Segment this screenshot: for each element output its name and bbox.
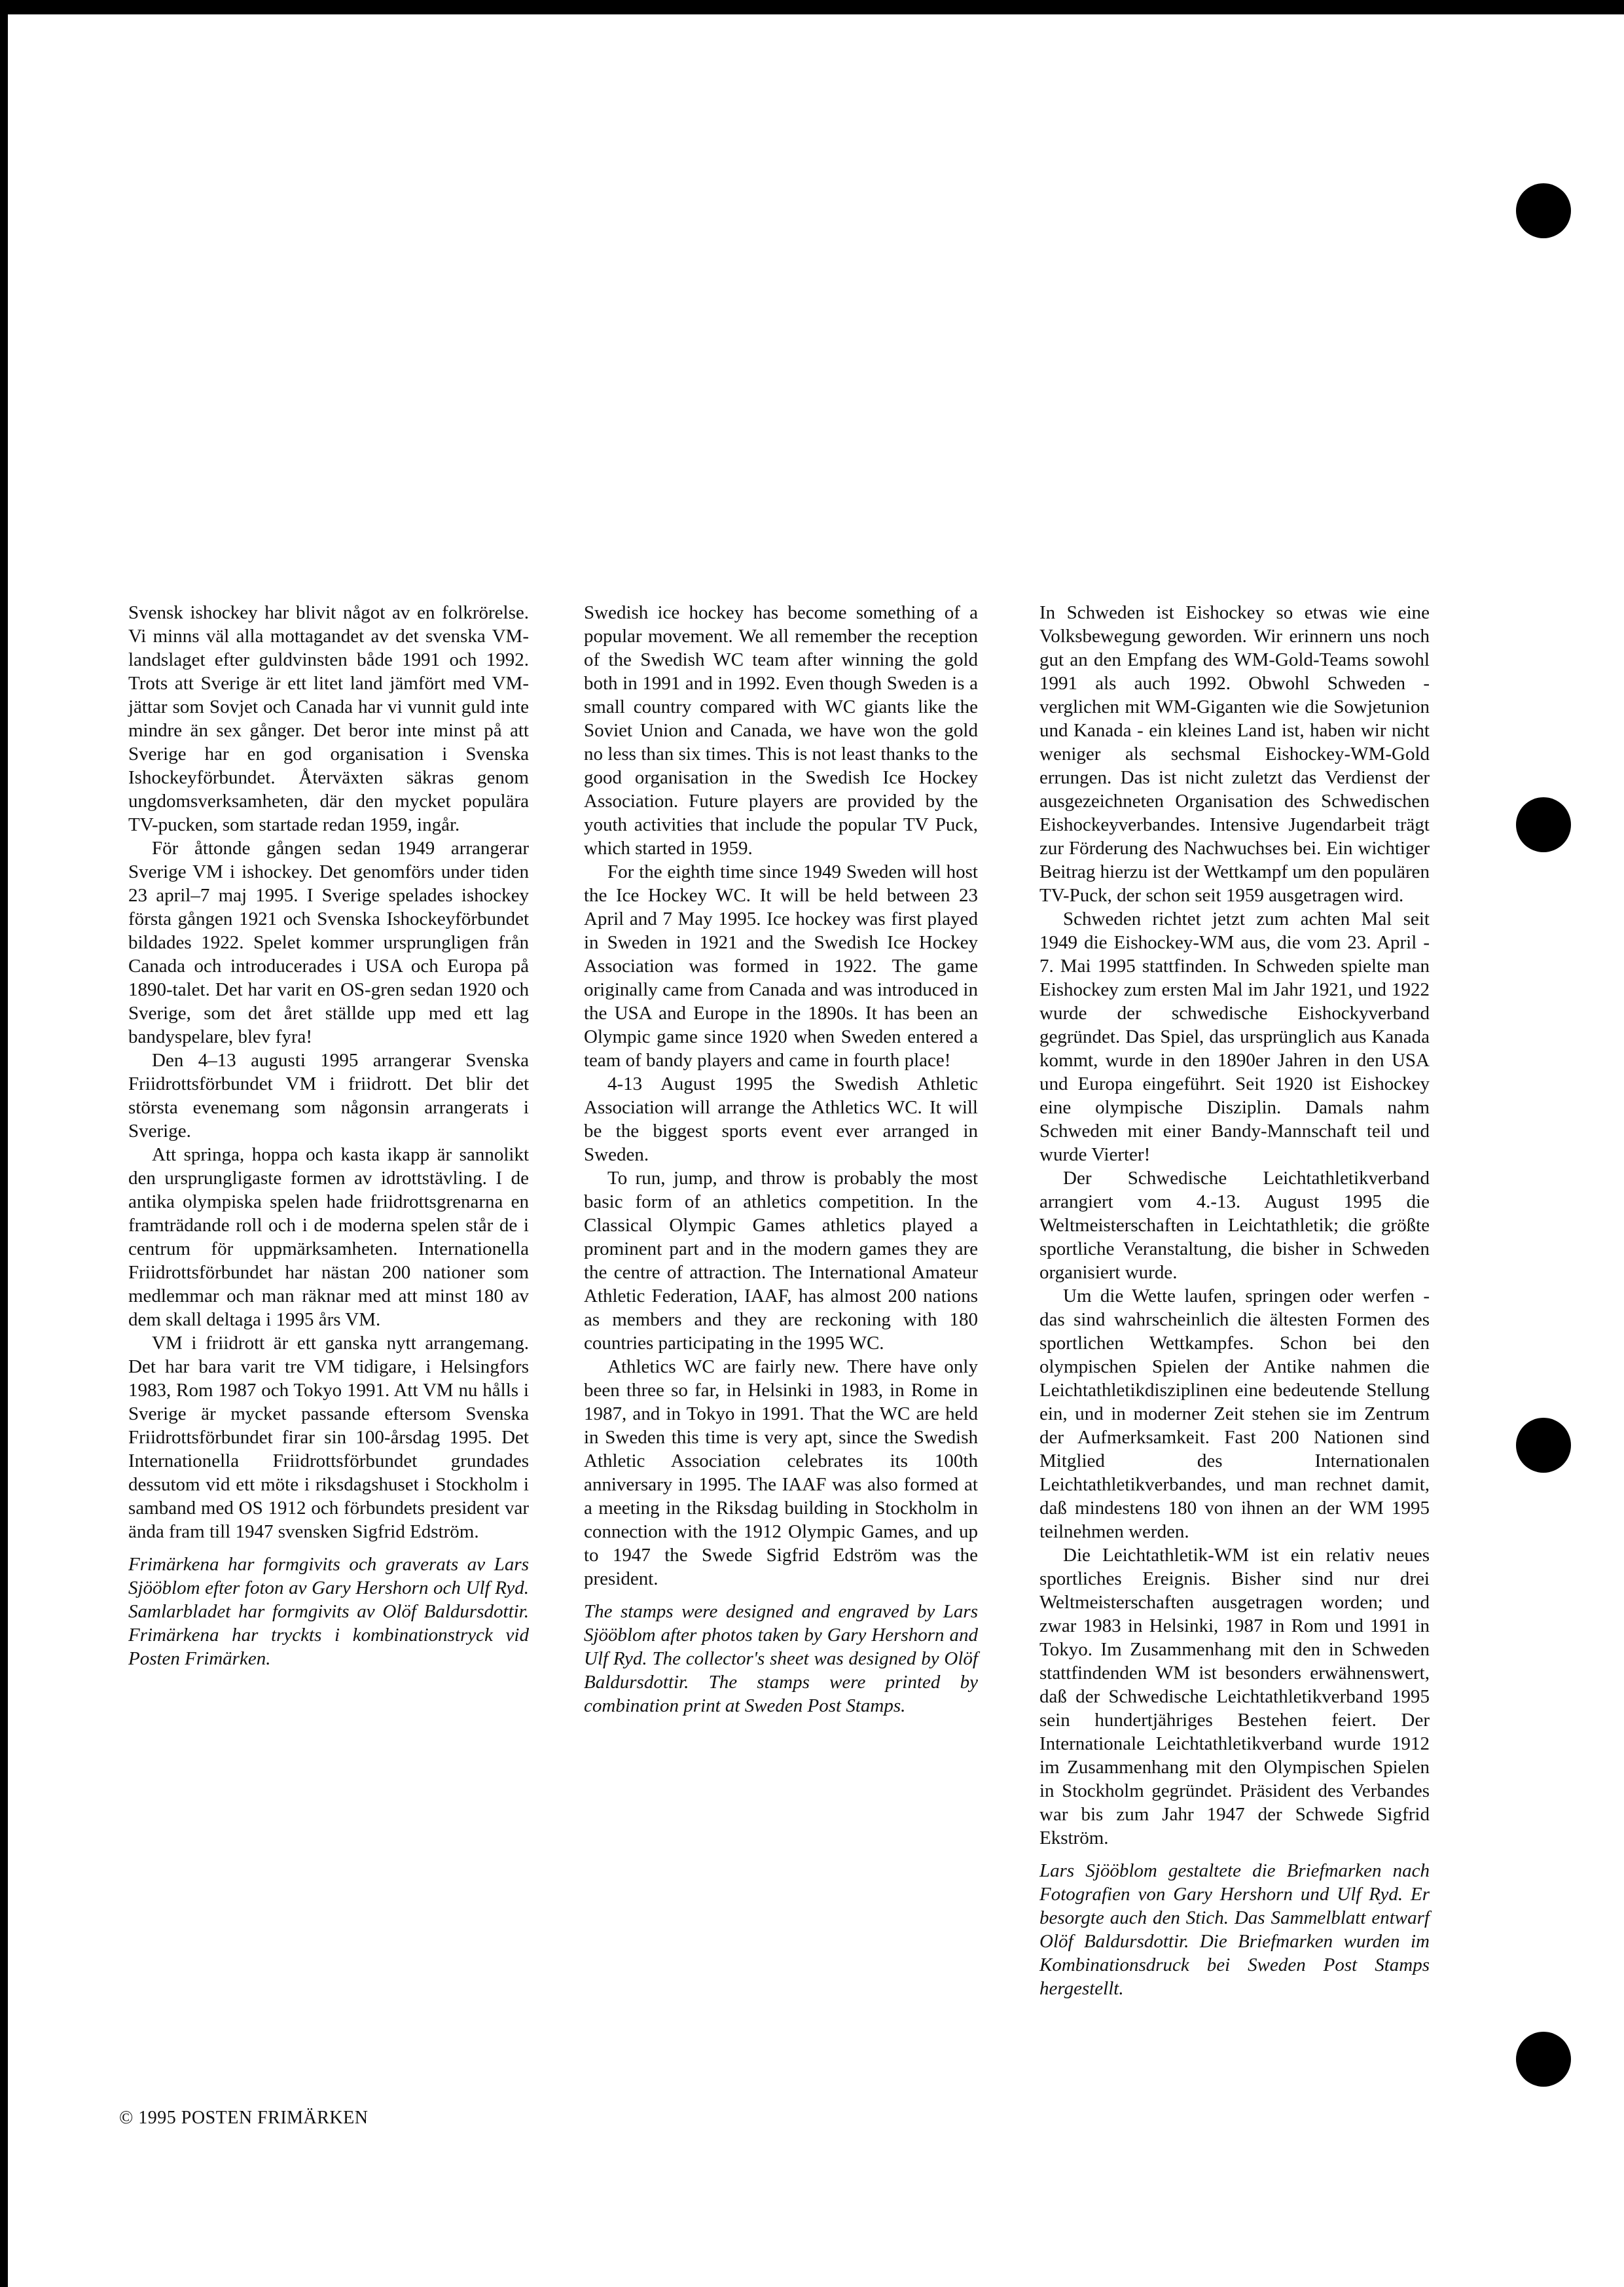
punch-hole [1516, 183, 1571, 238]
punch-hole [1516, 1418, 1571, 1473]
english-text-column [584, 601, 978, 1718]
swedish-paragraph: Svensk ishockey har blivit något av en folkrörelse. Vi minns väl alla mottagandet av det svenska VM-landslaget efter guldvinsten både 1991 och 1992. Trots att Sverige är ett litet land jämfört med VM-jättar som Sovjet och Canada har vi vunnit guld inte mindre än sex gånger. Det beror inte minst på att Sverige har en god organisation i Svenska Ishockeyförbundet. Återväxten säkras genom ungdomsverksamheten, där den mycket populära TV-pucken, som startade redan 1959, ingår. [128, 602, 529, 835]
scan-border-top [0, 0, 1624, 14]
german-paragraph: In Schweden ist Eishockey so etwas wie eine Volksbewegung geworden. Wir erinnern uns noch gut an den Empfang des WM-Gold-Teams sowohl 1991 als auch 1992. Obwohl Schweden - verglichen mit WM-Giganten wie die Sowjetunion und Kanada - ein kleines Land ist, haben wir nicht weniger als sechsmal Eishockey-WM-Gold errungen. Das ist nicht zuletzt das Verdienst der ausgezeichneten Organisation des Schwedischen Eishockeyverbandes. Intensive Jugendarbeit trägt zur Förderung des Nachwuchses bei. Ein wichtiger Beitrag hierzu ist der Wettkampf um den populären TV-Puck, der schon seit 1959 ausgetragen wird. [1039, 602, 1430, 906]
copyright-notice: © 1995 POSTEN FRIMÄRKEN [119, 2108, 369, 2128]
english-paragraph: 4-13 August 1995 the Swedish Athletic Association will arrange the Athletics WC. It will be the biggest sports event ever arranged in Sweden. [584, 1073, 978, 1165]
swedish-paragraph: Den 4–13 augusti 1995 arrangerar Svenska Friidrottsförbundet VM i friidrott. Det blir det största evenemang som någonsin arrangerats i Sverige. [128, 1050, 529, 1142]
german-credit: Lars Sjööblom gestaltete die Briefmarken nach Fotografien von Gary Hershorn und Ulf Ryd. Er besorgte auch den Stich. Das Sammelblatt entwarf Olöf Baldursdottir. Die Briefmarken wurden im Kombinationsdruck bei Sweden Post Stamps hergestellt. [1039, 1860, 1430, 1999]
english-credit: The stamps were designed and engraved by Lars Sjööblom after photos taken by Gary Hershorn and Ulf Ryd. The collector's sheet was designed by Olöf Baldursdottir. The stamps were printed by combination print at Sweden Post Stamps. [584, 1601, 978, 1716]
german-paragraph: Schweden richtet jetzt zum achten Mal seit 1949 die Eishockey-WM aus, die vom 23. April - 7. Mai 1995 stattfinden. In Schweden spielte man Eishockey zum ersten Mal im Jahr 1921, und 1922 wurde der schwedische Eishockyverband gegründet. Das Spiel, das ursprünglich aus Kanada kommt, wurde in den 1890er Jahren in den USA und Europa eingeführt. Seit 1920 ist Eishockey eine olympische Disziplin. Damals nahm Schweden mit einer Bandy-Mannschaft teil und wurde Vierter! [1039, 909, 1430, 1165]
english-paragraph: For the eighth time since 1949 Sweden will host the Ice Hockey WC. It will be held between 23 April and 7 May 1995. Ice hockey was first played in Sweden in 1921 and the Swedish Ice Hockey Association was formed in 1922. The game originally came from Canada and was introduced in the USA and Europe in the 1890s. It has been an Olympic game since 1920 when Sweden entered a team of bandy players and came in fourth place! [584, 861, 978, 1071]
english-paragraph: Athletics WC are fairly new. There have only been three so far, in Helsinki in 1983, in Rome in 1987, and in Tokyo in 1991. That the WC are held in Sweden this time is very apt, since the Swedish Athletic Association celebrates its 100th anniversary in 1995. The IAAF was also formed at a meeting in the Riksdag building in Stockholm in connection with the 1912 Olympic Games, and up to 1947 the Swede Sigfrid Edström was the president. [584, 1356, 978, 1589]
punch-hole [1516, 2032, 1571, 2087]
punch-hole [1516, 797, 1571, 852]
swedish-paragraph: VM i friidrott är ett ganska nytt arrangemang. Det har bara varit tre VM tidigare, i Helsingfors 1983, Rom 1987 och Tokyo 1991. Att VM nu hålls i Sverige är mycket passande eftersom Svenska Friidrottsförbundet firar sin 100-årsdag 1995. Det Internationella Friidrottsförbundet grundades dessutom vid ett möte i riksdagshuset i Stockholm i samband med OS 1912 och förbundets president var ända fram till 1947 svensken Sigfrid Edström. [128, 1333, 529, 1542]
german-text-column [1039, 601, 1430, 2000]
swedish-paragraph: För åttonde gången sedan 1949 arrangerar Sverige VM i ishockey. Det genomförs under tiden 23 april–7 maj 1995. I Sverige spelades ishockey första gången 1921 och Svenska Ishockeyförbundet bildades 1922. Spelet kommer ursprungligen från Canada och introducerades i USA och Europa på 1890-talet. Det har varit en OS-gren sedan 1920 och Sverige, som det året ställde upp med ett lag bandyspelare, blev fyra! [128, 838, 529, 1047]
german-paragraph: Um die Wette laufen, springen oder werfen - das sind wahrscheinlich die ältesten Formen des sportlichen Wettkampfes. Schon bei den olympischen Spielen der Antike nahmen die Leichtathletikdisziplinen eine bedeutende Stellung ein, und in moderner Zeit stehen sie im Zentrum der Aufmerksamkeit. Fast 200 Nationen sind Mitglied des Internationalen Leichtathletikverbandes, und man rechnet damit, daß mindestens 180 von ihnen an der WM 1995 teilnehmen werden. [1039, 1286, 1430, 1542]
english-paragraph: Swedish ice hockey has become something of a popular movement. We all remember the reception of the Swedish WC team after winning the gold both in 1991 and in 1992. Even though Sweden is a small country compared with WC giants like the Soviet Union and Canada, we have won the gold no less than six times. This is not least thanks to the good organisation in the Swedish Ice Hockey Association. Future players are provided by the youth activities that include the popular TV Puck, which started in 1959. [584, 602, 978, 859]
swedish-text-column [128, 601, 529, 1670]
german-paragraph: Die Leichtathletik-WM ist ein relativ neues sportliches Ereignis. Bisher sind nur drei Weltmeisterschaften ausgetragen worden; und zwar 1983 in Helsinki, 1987 in Rom und 1991 in Tokyo. Im Zusammenhang mit den in Schweden stattfindenden WM ist besonders erwähnenswert, daß der Schwedische Leichtathletikverband 1995 sein hundertjähriges Bestehen feiert. Der Internationale Leichtathletikverband wurde 1912 im Zusammenhang mit den Olympischen Spielen in Stockholm gegründet. Präsident des Verbandes war bis zum Jahr 1947 der Schwede Sigfrid Ekström. [1039, 1545, 1430, 1848]
scan-border-left [0, 0, 8, 2287]
swedish-paragraph: Att springa, hoppa och kasta ikapp är sannolikt den ursprungligaste formen av idrottstävling. I de antika olympiska spelen hade friidrottsgrenarna en framträdande roll och i de moderna spelen står de i centrum för uppmärksamheten. Internationella Friidrottsförbundet har nästan 200 nationer som medlemmar och man räknar med att minst 180 av dem skall deltaga i 1995 års VM. [128, 1144, 529, 1330]
english-paragraph: To run, jump, and throw is probably the most basic form of an athletics competition. In the Classical Olympic Games athletics played a prominent part and in the modern games they are the centre of attraction. The International Amateur Athletic Federation, IAAF, has almost 200 nations as members and they are reckoning with 180 countries participating in the 1995 WC. [584, 1168, 978, 1354]
german-paragraph: Der Schwedische Leichtathletikverband arrangiert vom 4.-13. August 1995 die Weltmeisterschaften in Leichtathletik; die größte sportliche Veranstaltung, die bisher in Schweden organisiert wurde. [1039, 1168, 1430, 1283]
swedish-credit: Frimärkena har formgivits och graverats av Lars Sjööblom efter foton av Gary Hershorn och Ulf Ryd. Samlarbladet har formgivits av Olöf Baldursdottir. Frimärkena har tryckts i kombinationstryck vid Posten Frimärken. [128, 1554, 529, 1669]
